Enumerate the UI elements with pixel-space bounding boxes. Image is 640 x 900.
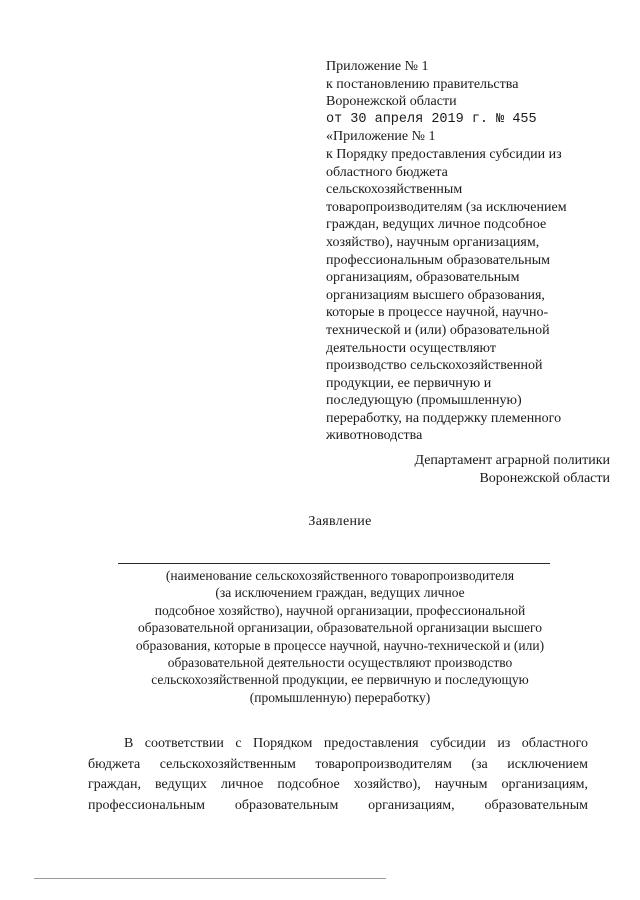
- addressee-line: Воронежской области: [479, 471, 610, 486]
- appendix-date-line: от 30 апреля 2019 г. № 455: [326, 111, 537, 127]
- appendix-line: областного бюджета: [326, 164, 448, 180]
- appendix-line: животноводства: [326, 428, 423, 444]
- appendix-block: [326, 58, 626, 445]
- appendix-line: к постановлению правительства: [326, 76, 519, 92]
- body-line: граждан, ведущих личное подсобное хозяйство), научным организациям,: [88, 777, 588, 792]
- appendix-line: последующую (промышленную): [326, 393, 522, 409]
- appendix-line: к Порядку предоставления субсидии из: [326, 146, 562, 162]
- body-line: профессиональным образовательным организациям, образовательным: [88, 797, 588, 813]
- appendix-line: организациям, образовательным: [326, 270, 520, 286]
- appendix-line: технической и (или) образовательной: [326, 322, 550, 338]
- body-line: В соответствии с Порядком предоставления субсидии из областного: [124, 736, 588, 751]
- body-line: бюджета сельскохозяйственным товаропроизводителям (за исключением: [88, 756, 588, 772]
- caption-line: (промышленную) переработку): [249, 689, 431, 705]
- footer-rule: [34, 878, 386, 879]
- document-title: Заявление: [308, 514, 372, 529]
- appendix-line: деятельности осуществляют: [326, 340, 496, 356]
- applicant-name-caption: [90, 567, 590, 706]
- appendix-line: производство сельскохозяйственной: [326, 358, 543, 374]
- caption-line: образования, которые в процессе научной, научно-технической и (или): [135, 637, 545, 653]
- appendix-line: продукции, ее первичную и: [326, 375, 492, 391]
- appendix-line: которые в процессе научной, научно-: [326, 305, 549, 321]
- applicant-name-fill-line: [118, 563, 550, 564]
- appendix-line: хозяйство), научным организациям,: [326, 234, 540, 250]
- addressee-line: Департамент аграрной политики: [414, 453, 610, 468]
- appendix-line: Воронежской области: [326, 94, 457, 110]
- appendix-line: граждан, ведущих личное подсобное: [326, 217, 547, 233]
- caption-line: (за исключением граждан, ведущих личное: [215, 585, 465, 601]
- appendix-line: профессиональным образовательным: [326, 252, 551, 268]
- appendix-line: Приложение № 1: [326, 59, 429, 74]
- caption-line: сельскохозяйственной продукции, ее первичную и последующую: [151, 672, 529, 688]
- caption-line: образовательной организации, образовательной организации высшего: [138, 620, 542, 636]
- appendix-line: товаропроизводителям (за исключением: [326, 199, 567, 215]
- appendix-line: сельскохозяйственным: [326, 182, 463, 198]
- addressee-block: [415, 452, 611, 488]
- appendix-line: организациям высшего образования,: [326, 287, 545, 303]
- appendix-line: «Приложение № 1: [326, 129, 436, 145]
- caption-line: подсобное хозяйство), научной организации, профессиональной: [154, 602, 526, 618]
- body-paragraph: [88, 734, 588, 816]
- caption-line: образовательной деятельности осуществляют производство: [167, 655, 513, 671]
- appendix-line: переработку, на поддержку племенного: [326, 410, 562, 426]
- caption-line: (наименование сельскохозяйственного товаропроизводителя: [165, 568, 515, 583]
